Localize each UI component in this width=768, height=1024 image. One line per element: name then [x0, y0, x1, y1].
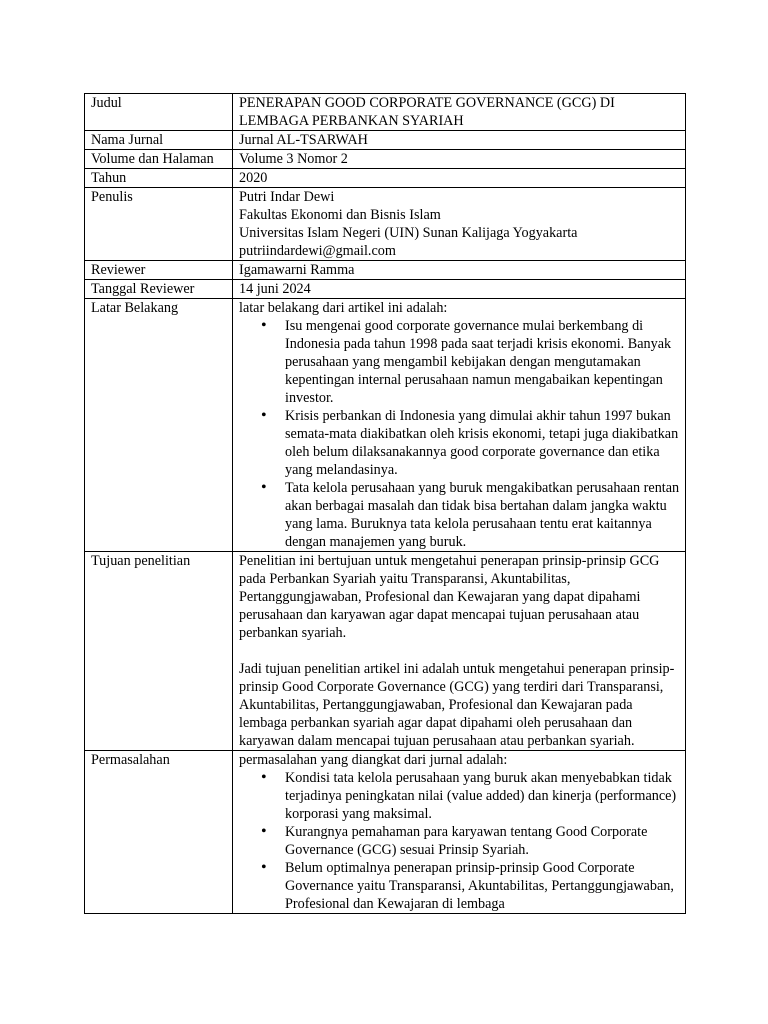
value-tujuan-penelitian: [233, 552, 686, 751]
tujuan-paragraph-2: Jadi tujuan penelitian artikel ini adalah untuk mengetahui penerapan prinsip-prinsip Good Corporate Governance (GCG) yang terdiri dari Transparansi, Akuntabilitas, Pertanggungjawaban, Profesional dan Kewajaran pada lembaga perbankan syariah agar dapat dipahami oleh perusahaan dan karyawan dalam mencapai tujuan perusahaan atau perbankan syariah.: [239, 661, 675, 749]
row-nama-jurnal: [85, 131, 686, 150]
list-item: • Kurangnya pemahaman para karyawan tentang Good Corporate Governance (GCG) sesuai Prinsip Syariah.: [285, 823, 681, 859]
row-judul: [85, 94, 686, 131]
latar-intro: latar belakang dari artikel ini adalah:: [239, 300, 448, 316]
list-item: • Krisis perbankan di Indonesia yang dimulai akhir tahun 1997 bukan semata-mata diakibatkan oleh krisis ekonomi, tetapi juga diakibatkan oleh belum dilaksanakannya good corporate governance dan etika yang melandasinya.: [285, 407, 681, 479]
value-penulis: [233, 188, 686, 261]
value-tahun: 2020: [233, 169, 686, 188]
list-item: • Isu mengenai good corporate governance mulai berkembang di Indonesia pada tahun 1998 pada saat terjadi krisis ekonomi. Banyak perusahaan yang mengambil kebijakan dengan mengutamakan kepentingan internal perusahaan namun mengabaikan kepentingan investor.: [285, 317, 681, 407]
latar-bullet-list: [239, 317, 681, 551]
label-tanggal-reviewer: Tanggal Reviewer: [85, 280, 233, 299]
row-reviewer: [85, 261, 686, 280]
list-item: • Belum optimalnya penerapan prinsip-prinsip Good Corporate Governance yaitu Transparansi, Akuntabilitas, Pertanggungjawaban, Profesional dan Kewajaran di lembaga: [285, 859, 681, 913]
row-tahun: [85, 169, 686, 188]
label-penulis: Penulis: [85, 188, 233, 261]
label-tujuan-penelitian: Tujuan penelitian: [85, 552, 233, 751]
permasalahan-bullet-list: [239, 769, 681, 913]
value-latar-belakang: [233, 299, 686, 552]
row-volume: [85, 150, 686, 169]
label-latar-belakang: Latar Belakang: [85, 299, 233, 552]
value-permasalahan: [233, 751, 686, 914]
permasalahan-intro: permasalahan yang diangkat dari jurnal adalah:: [239, 752, 508, 768]
label-reviewer: Reviewer: [85, 261, 233, 280]
tujuan-paragraph-1: Penelitian ini bertujuan untuk mengetahui penerapan prinsip-prinsip GCG pada Perbankan Syariah yaitu Transparansi, Akuntabilitas, Pertanggungjawaban, Profesional dan Kewajaran yang dapat dipahami perusahaan dan karyawan agar dapat mencapai tujuan perusahaan atau perbankan syariah.: [239, 553, 660, 641]
value-tanggal-reviewer: 14 juni 2024: [233, 280, 686, 299]
value-volume: Volume 3 Nomor 2: [233, 150, 686, 169]
label-tahun: Tahun: [85, 169, 233, 188]
journal-review-table: [84, 93, 686, 914]
author-faculty: Fakultas Ekonomi dan Bisnis Islam: [239, 207, 441, 223]
row-penulis: [85, 188, 686, 261]
value-nama-jurnal: Jurnal AL-TSARWAH: [233, 131, 686, 150]
list-item: • Tata kelola perusahaan yang buruk mengakibatkan perusahaan rentan akan berbagai masalah dan tidak bisa bertahan dalam jangka waktu yang lama. Buruknya tata kelola perusahaan tentu erat kaitannya dengan manajemen yang buruk.: [285, 479, 681, 551]
label-nama-jurnal: Nama Jurnal: [85, 131, 233, 150]
row-tujuan-penelitian: [85, 552, 686, 751]
row-permasalahan: [85, 751, 686, 914]
value-reviewer: Igamawarni Ramma: [233, 261, 686, 280]
author-name: Putri Indar Dewi: [239, 189, 335, 205]
row-tanggal-reviewer: [85, 280, 686, 299]
label-permasalahan: Permasalahan: [85, 751, 233, 914]
paragraph-gap: [239, 642, 681, 660]
author-university: Universitas Islam Negeri (UIN) Sunan Kalijaga Yogyakarta: [239, 225, 578, 241]
label-judul: Judul: [85, 94, 233, 131]
list-item: • Kondisi tata kelola perusahaan yang buruk akan menyebabkan tidak terjadinya peningkatan nilai (value added) dan kinerja (performance) korporasi yang maksimal.: [285, 769, 681, 823]
label-volume: Volume dan Halaman: [85, 150, 233, 169]
author-email: putriindardewi@gmail.com: [239, 243, 396, 259]
row-latar-belakang: [85, 299, 686, 552]
value-judul: PENERAPAN GOOD CORPORATE GOVERNANCE (GCG) DI LEMBAGA PERBANKAN SYARIAH: [233, 94, 686, 131]
